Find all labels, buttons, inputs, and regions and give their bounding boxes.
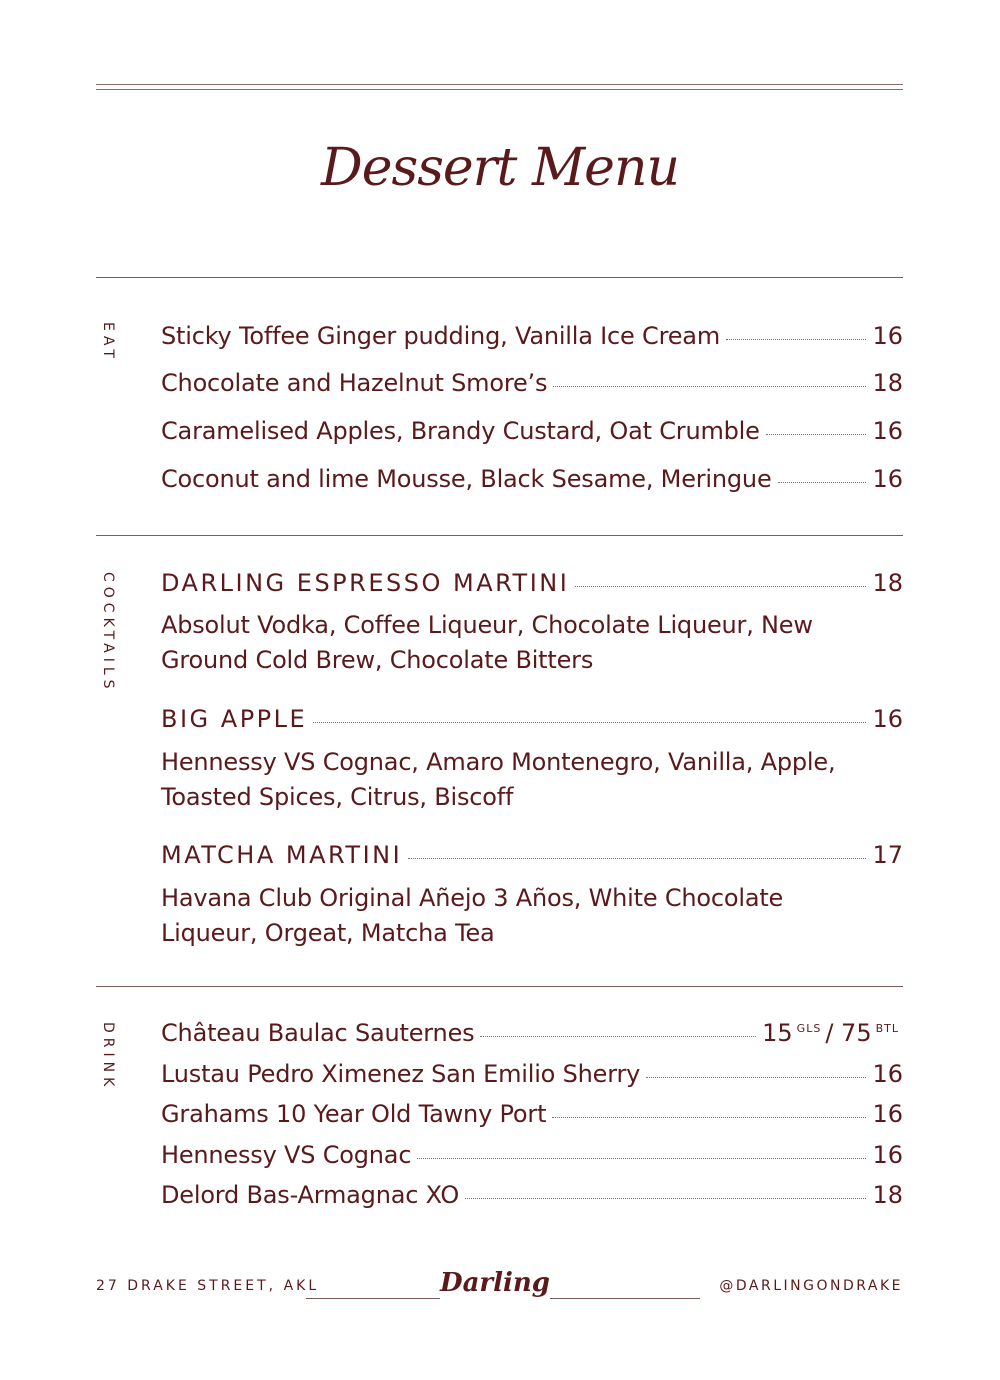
- dot-leader: [417, 1157, 866, 1159]
- item-name: Coconut and lime Mousse, Black Sesame, Meringue: [161, 465, 772, 493]
- description-line: Havana Club Original Añejo 3 Años, White Chocolate: [161, 884, 784, 912]
- menu-item: [161, 417, 903, 445]
- brand-logo: Darling: [440, 1268, 550, 1298]
- dot-leader: [408, 857, 866, 859]
- item-price: 16: [872, 465, 903, 493]
- description-line: Ground Cold Brew, Chocolate Bitters: [161, 646, 594, 674]
- cocktail-description: [161, 745, 851, 815]
- item-price: 16: [872, 417, 903, 445]
- section-label-drink: DRINK: [100, 1022, 116, 1092]
- dot-leader: [553, 385, 866, 387]
- item-name: Grahams 10 Year Old Tawny Port: [161, 1100, 547, 1128]
- cocktail-item: [161, 705, 903, 733]
- footer-rule-left: [306, 1298, 440, 1299]
- divider: [96, 535, 903, 536]
- divider: [96, 277, 903, 278]
- item-price-glass-bottle: [762, 1019, 903, 1047]
- bottle-label: BTL: [875, 1022, 899, 1035]
- item-price: 18: [872, 369, 903, 397]
- drink-item: [161, 1141, 903, 1169]
- cocktail-description: [161, 881, 851, 951]
- dot-leader: [552, 1116, 866, 1118]
- cocktail-description: [161, 608, 851, 678]
- item-price: 16: [872, 322, 903, 350]
- item-price: 16: [872, 1060, 903, 1088]
- drink-item: [161, 1019, 903, 1047]
- item-name: Hennessy VS Cognac: [161, 1141, 412, 1169]
- description-line: Liqueur, Orgeat, Matcha Tea: [161, 919, 495, 947]
- item-name: Lustau Pedro Ximenez San Emilio Sherry: [161, 1060, 641, 1088]
- cocktail-item: [161, 841, 903, 869]
- dot-leader: [313, 721, 866, 723]
- top-double-rule: [96, 84, 903, 90]
- footer-rule-right: [550, 1298, 700, 1299]
- price-bottle: 75: [841, 1019, 872, 1047]
- description-line: Hennessy VS Cognac, Amaro Montenegro, Vanilla, Apple,: [161, 748, 836, 776]
- item-price: 16: [872, 705, 903, 733]
- dot-leader: [465, 1197, 866, 1199]
- item-name: Château Baulac Sauternes: [161, 1019, 475, 1047]
- cocktail-name: MATCHA MARTINI: [161, 841, 403, 869]
- cocktail-item: [161, 569, 903, 597]
- cocktail-name: DARLING ESPRESSO MARTINI: [161, 569, 570, 597]
- dot-leader: [575, 585, 866, 587]
- description-line: Toasted Spices, Citrus, Biscoff: [161, 783, 514, 811]
- drink-item: [161, 1100, 903, 1128]
- glass-label: GLS: [796, 1022, 822, 1035]
- divider: [96, 986, 903, 987]
- dot-leader: [726, 338, 866, 340]
- item-price: 16: [872, 1141, 903, 1169]
- item-price: 18: [872, 569, 903, 597]
- menu-item: [161, 322, 903, 350]
- cocktail-name: BIG APPLE: [161, 705, 308, 733]
- description-line: Absolut Vodka, Coffee Liqueur, Chocolate Liqueur, New: [161, 611, 813, 639]
- dot-leader: [766, 433, 867, 435]
- drink-item: [161, 1060, 903, 1088]
- item-name: Sticky Toffee Ginger pudding, Vanilla Ice Cream: [161, 322, 720, 350]
- item-price: 16: [872, 1100, 903, 1128]
- dot-leader: [778, 481, 867, 483]
- page-title: Dessert Menu: [321, 138, 679, 198]
- section-label-cocktails: COCKTAILS: [100, 572, 116, 694]
- footer-handle: @DARLINGONDRAKE: [719, 1278, 903, 1294]
- item-name: Caramelised Apples, Brandy Custard, Oat Crumble: [161, 417, 760, 445]
- menu-item: [161, 465, 903, 493]
- drink-item: [161, 1181, 903, 1209]
- dot-leader: [646, 1076, 866, 1078]
- item-price: 18: [872, 1181, 903, 1209]
- section-label-eat: EAT: [100, 322, 116, 363]
- footer-address: 27 DRAKE STREET, AKL: [96, 1278, 320, 1294]
- menu-item: [161, 369, 903, 397]
- item-name: Chocolate and Hazelnut Smore’s: [161, 369, 548, 397]
- dot-leader: [480, 1035, 756, 1037]
- price-separator: /: [825, 1019, 834, 1047]
- price-glass: 15: [762, 1019, 793, 1047]
- item-name: Delord Bas-Armagnac XO: [161, 1181, 460, 1209]
- item-price: 17: [872, 841, 903, 869]
